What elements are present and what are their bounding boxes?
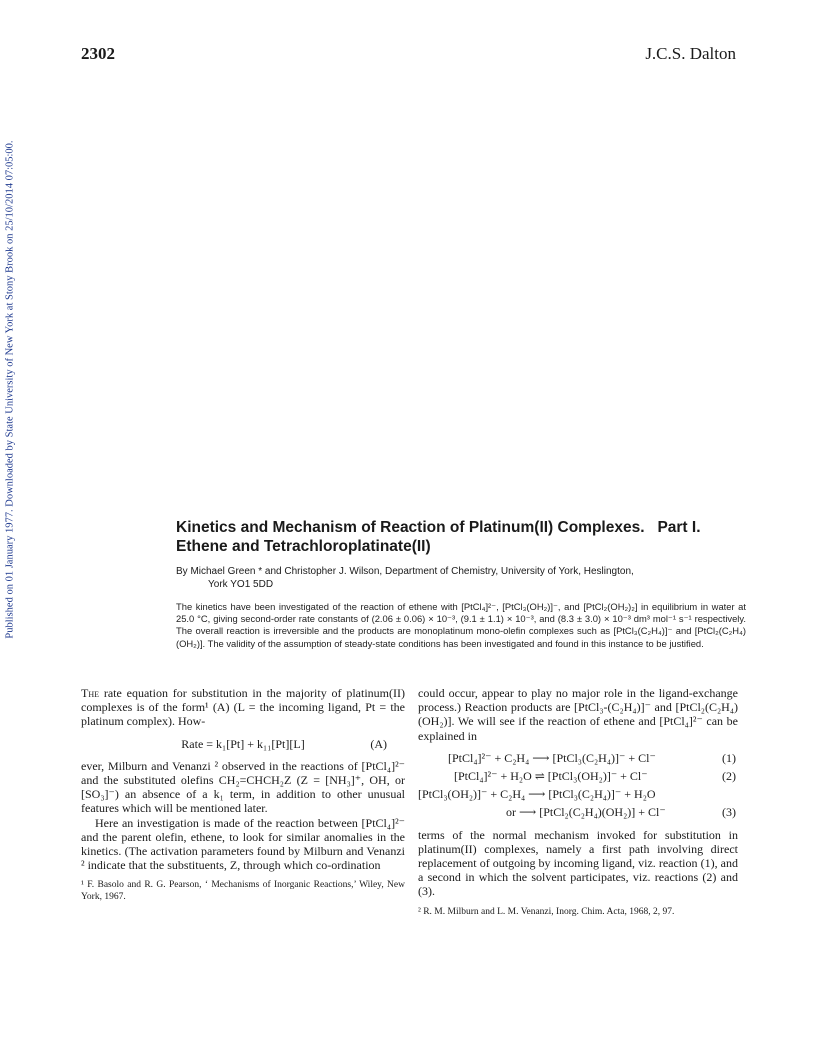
intro-continuation: ever, Milburn and Venanzi ² observed in the reactions of [PtCl₄]²⁻ and the substituted olefins CH₂=CHCH₂Z (Z = [NH₃]⁺, OH, or [SO₃]⁻) an absence of a k₁ term, in addition to other unusual features which will be mentioned later. bbox=[81, 758, 405, 816]
reaction-1-text: [PtCl₄]²⁻ + C₂H₄ ⟶ [PtCl₃(C₂H₄)]⁻ + Cl⁻ bbox=[448, 750, 656, 765]
article-title bbox=[176, 518, 746, 556]
download-watermark bbox=[0, 0, 20, 1056]
rate-equation bbox=[81, 737, 405, 751]
reaction-scheme bbox=[418, 751, 738, 820]
reaction-3a bbox=[418, 787, 738, 801]
right-column bbox=[418, 686, 738, 918]
footnote-1: ¹ F. Basolo and R. G. Pearson, ‘ Mechanisms of Inorganic Reactions,’ Wiley, New York, 1967. bbox=[81, 880, 405, 902]
reaction-3-tag: (3) bbox=[722, 805, 736, 820]
reaction-1 bbox=[418, 751, 738, 765]
author-block bbox=[176, 565, 746, 591]
reaction-2-tag: (2) bbox=[722, 769, 736, 784]
abstract: The kinetics have been investigated of the reaction of ethene with [PtCl₄]²⁻, [PtCl₃(OH₂)]⁻, and [PtCl₂(OH₂)₂] in equilibrium in water at 25.0 °C, giving second-order rate constants of (2.06 ± 0.06) × 10⁻³, (9.1 ± 1.1) × 10⁻³, and (8.3 ± 3.0) × 10⁻³ dm³ mol⁻¹ s⁻¹ respectively. The overall reaction is irreversible and the products are monoplatinum mono-olefin complexes such as [PtCl₃(C₂H₄)]⁻ and [PtCl₂(C₂H₄)(OH₂)]. The validity of the assumption of steady-state conditions has been investigated and found in this instance to be justified. bbox=[176, 601, 746, 649]
reaction-2 bbox=[418, 769, 738, 783]
reaction-1-tag: (1) bbox=[722, 750, 736, 765]
products-paragraph: could occur, appear to play no major role in the ligand-exchange process.) Reaction products are [PtCl₃-(C₂H₄)]⁻ and [PtCl₂(C₂H₄)(OH₂)]. We will see if the reaction of ethene and [PtCl₄]²⁻ can be explained in bbox=[418, 686, 738, 743]
reaction-3a-text: [PtCl₃(OH₂)]⁻ + C₂H₄ ⟶ [PtCl₃(C₂H₄)]⁻ + H₂O bbox=[418, 787, 656, 802]
footnote-2: ² R. M. Milburn and L. M. Venanzi, Inorg. Chim. Acta, 1968, 2, 97. bbox=[418, 906, 675, 917]
mechanism-paragraph: terms of the normal mechanism invoked for substitution in platinum(II) complexes, namely a first path involving direct replacement of outgoing by incoming ligand, viz. reaction (1), and a second in which the solvent participates, viz. reactions (2) and (3). bbox=[418, 827, 738, 899]
reaction-3b-text: or ⟶ [PtCl₂(C₂H₄)(OH₂)] + Cl⁻ bbox=[506, 805, 666, 820]
reaction-2-text: [PtCl₄]²⁻ + H₂O ⇌ [PtCl₃(OH₂)]⁻ + Cl⁻ bbox=[454, 769, 648, 784]
left-column bbox=[81, 686, 405, 903]
rate-equation-tag: (A) bbox=[370, 736, 387, 751]
download-watermark-text: Published on 01 January 1977. Downloaded by State University of New York at Stony Brook on 25/10/2014 07:05:00. bbox=[4, 140, 16, 639]
investigation-paragraph: Here an investigation is made of the reaction between [PtCl₄]²⁻ and the parent olefin, ethene, to look for similar anomalies in the kinetics. (The activation parameters found by Milburn and Venanzi ² indicate that the substituents, Z, through which co-ordination bbox=[81, 815, 405, 873]
author-line: By Michael Green * and Christopher J. Wilson, Department of Chemistry, University of York, Heslington, bbox=[176, 566, 634, 577]
journal-name: J.C.S. Dalton bbox=[645, 44, 736, 63]
author-address: York YO1 5DD bbox=[208, 579, 274, 590]
intro-text: rate equation for substitution in the majority of platinum(II) complexes is of the form¹ (A) (L = the incoming ligand, Pt = the platinum complex). How- bbox=[81, 686, 405, 729]
rate-equation-text: Rate = k₁[Pt] + k₁₁[Pt][L] bbox=[181, 736, 305, 751]
article-title-line2: Ethene and Tetrachloroplatinate(II) bbox=[176, 538, 431, 555]
page-number: 2302 bbox=[81, 44, 115, 63]
article-title-line1: Kinetics and Mechanism of Reaction of Platinum(II) Complexes. Part I. bbox=[176, 519, 701, 536]
reaction-3b bbox=[418, 805, 738, 819]
intro-paragraph bbox=[81, 686, 405, 729]
intro-lead-word: The bbox=[81, 686, 99, 700]
